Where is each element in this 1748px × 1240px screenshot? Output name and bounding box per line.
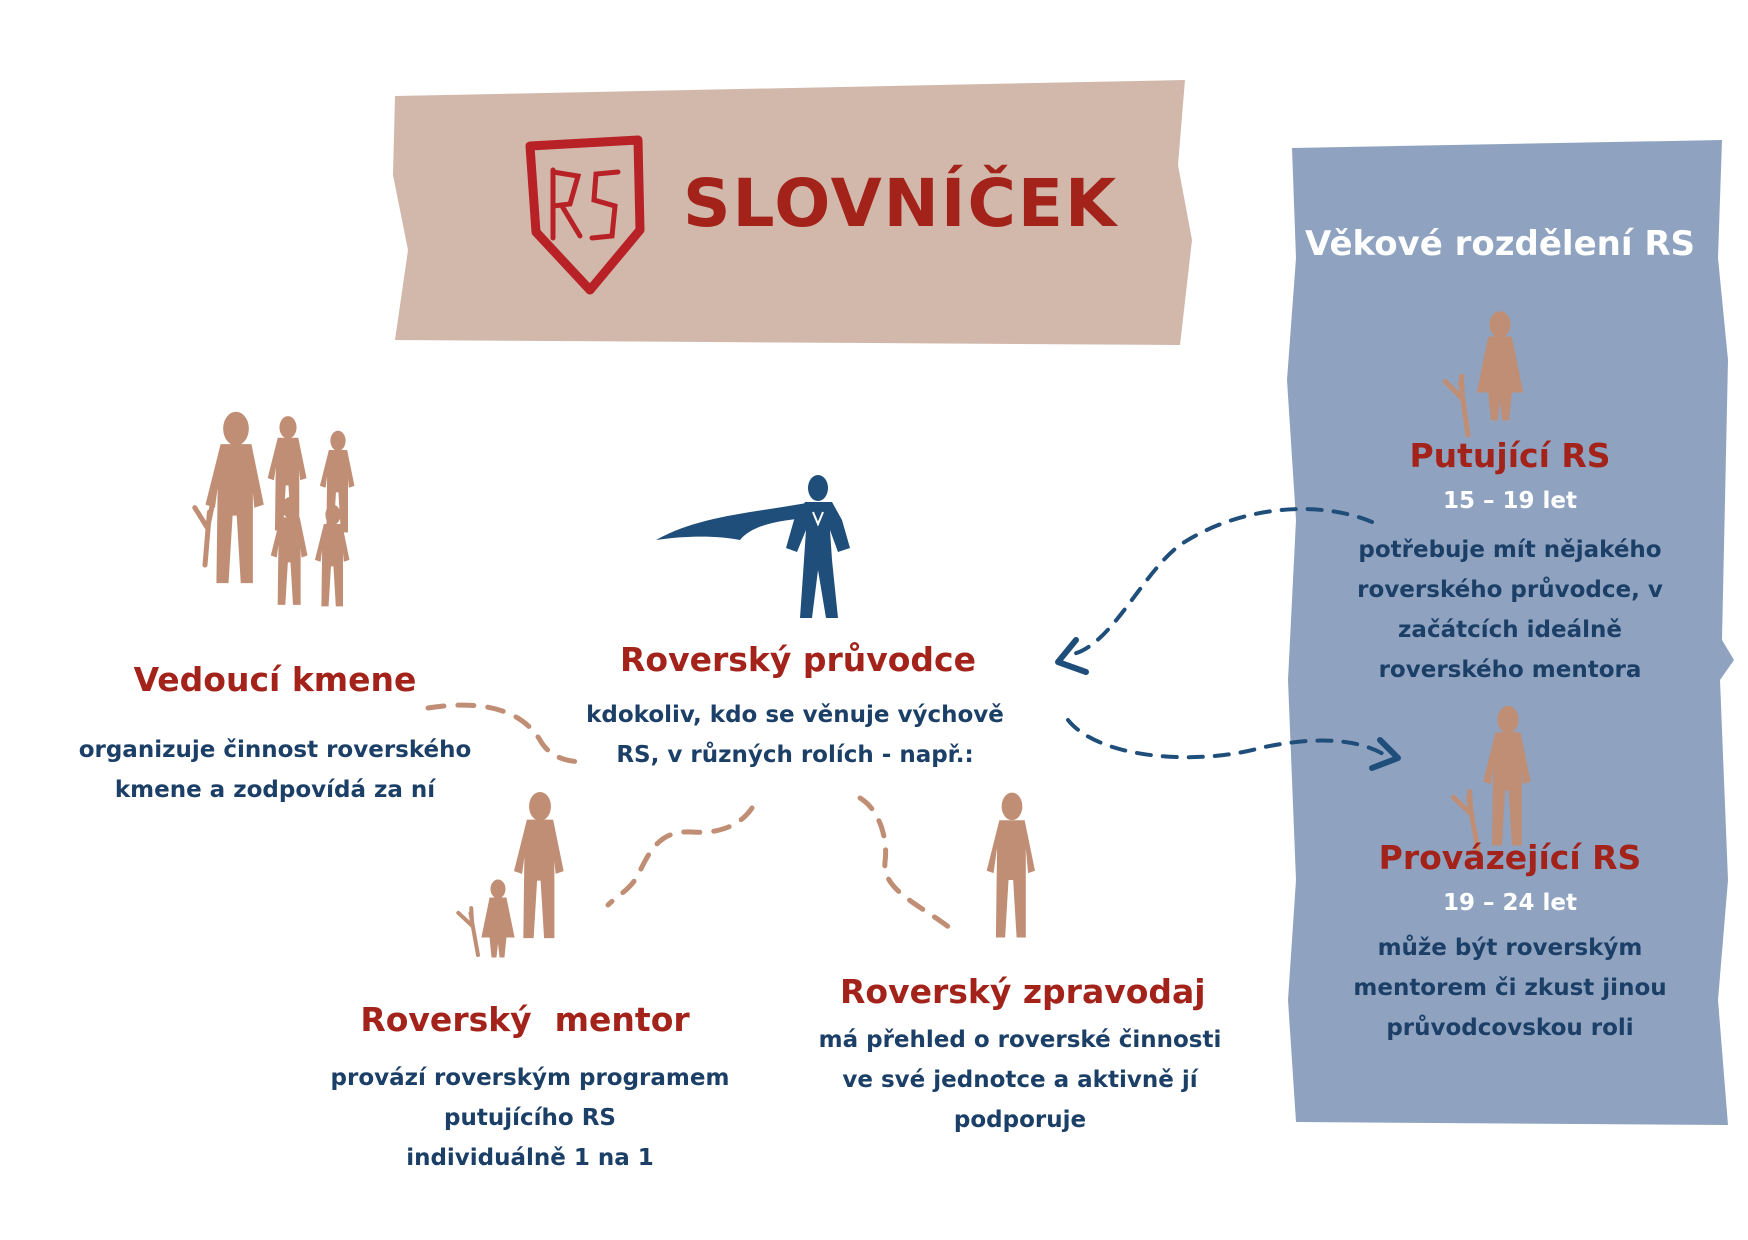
center-description: kdokoliv, kdo se věnuje výchově RS, v různých rolích - např.: — [586, 702, 1004, 768]
group-name: Provázející RS — [1378, 838, 1642, 877]
age-panel-title: Věkové rozdělení RS — [1304, 224, 1696, 264]
rs-shield-icon — [530, 140, 640, 290]
group-description-line: roverského průvodce, v — [1357, 577, 1663, 603]
adult-with-staff-icon — [1449, 706, 1530, 850]
mentor-pair-icon — [455, 793, 563, 957]
leader-title: Vedoucí kmene — [133, 660, 417, 699]
people-group-icon — [190, 412, 354, 606]
group-description-line: mentorem či zkust jinou — [1353, 975, 1667, 1001]
person-icon — [987, 793, 1035, 938]
group-description — [1310, 928, 1710, 1048]
leader-description: organizuje činnost roverského kmene a zodpovídá za ní — [78, 737, 472, 803]
group-description — [1310, 530, 1710, 690]
mentor-title: Roverský mentor — [360, 1000, 690, 1039]
group-description-line: roverského mentora — [1378, 657, 1642, 683]
superhero-icon — [656, 475, 850, 618]
mentor-description-line: individuálně 1 na 1 — [406, 1145, 654, 1171]
child-with-staff-icon — [1441, 312, 1523, 435]
group-description-line: může být roverským — [1377, 935, 1643, 961]
group-description-line: potřebuje mít nějakého — [1358, 537, 1662, 563]
reporter-description-line: ve své jednotce a aktivně jí — [842, 1067, 1198, 1093]
mentor-description-line: putujícího RS — [444, 1105, 616, 1131]
mentor-description — [300, 1058, 760, 1178]
group-age: 19 – 24 let — [1442, 890, 1577, 916]
reporter-description — [800, 1020, 1240, 1140]
mentor-description-line: provází roverským programem — [330, 1065, 730, 1091]
page-title: SLOVNÍČEK — [683, 165, 1119, 242]
reporter-description-line: má přehled o roverské činnosti — [818, 1027, 1222, 1053]
group-name: Putující RS — [1409, 436, 1611, 475]
group-age: 15 – 19 let — [1442, 488, 1577, 514]
group-description-line: začátcích ideálně — [1398, 617, 1622, 643]
reporter-title: Roverský zpravodaj — [840, 972, 1206, 1011]
reporter-description-line: podporuje — [953, 1107, 1087, 1133]
group-description-line: průvodcovskou roli — [1386, 1015, 1634, 1041]
center-title: Roverský průvodce — [620, 640, 976, 679]
